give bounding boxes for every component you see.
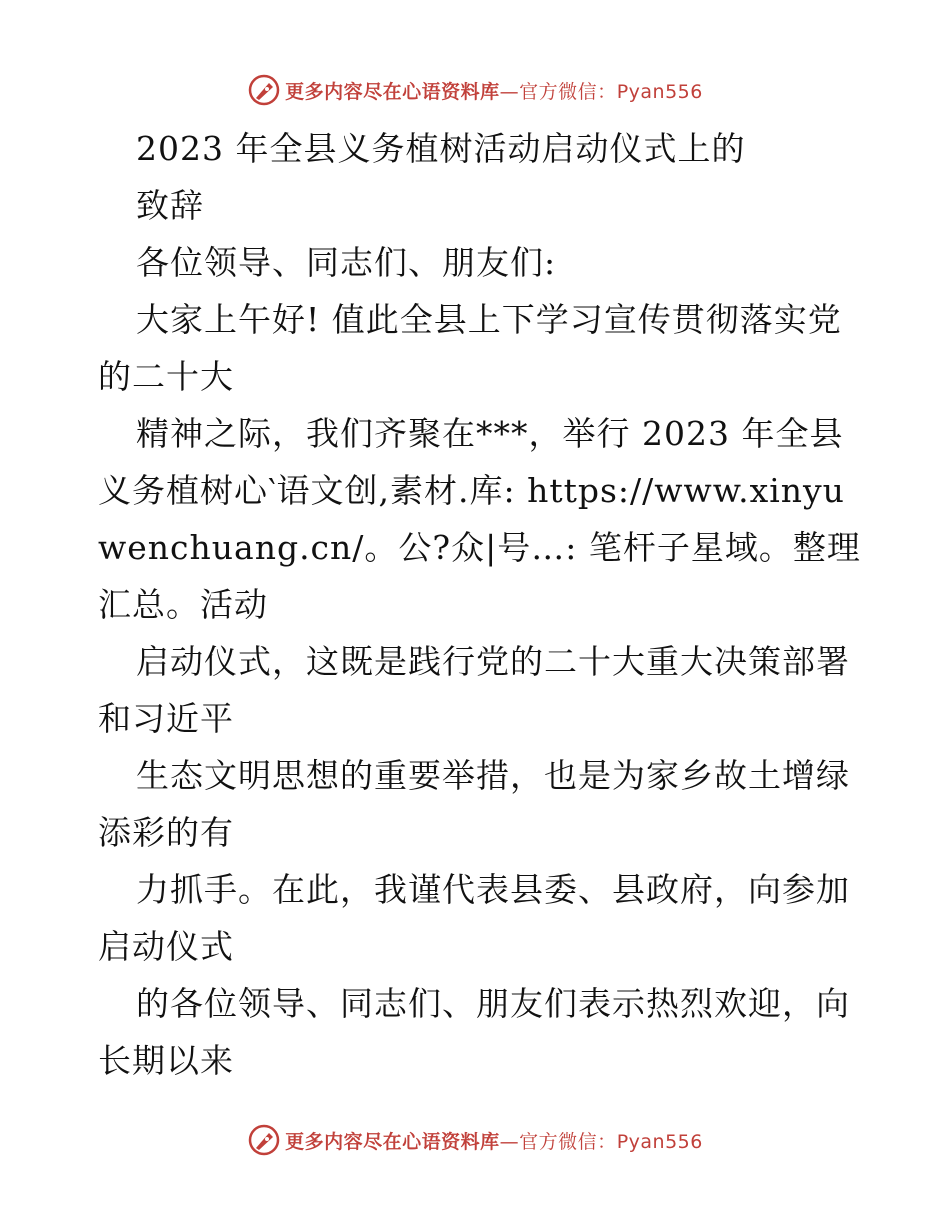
banner-wechat-label: 官方微信： <box>519 80 617 103</box>
doc-line: 的二十大 <box>98 357 234 396</box>
doc-line: 力抓手。在此，我谨代表县委、县政府，向参加 <box>136 870 850 909</box>
doc-line: 精神之际，我们齐聚在***，举行 2023 年全县 <box>136 414 844 453</box>
document-body <box>98 120 861 1089</box>
doc-line: 启动仪式 <box>98 927 234 966</box>
doc-line: wenchuang.cn/。公?众|号…: 笔杆子星域。整理 <box>98 528 861 567</box>
banner-wechat-label: 官方微信： <box>519 1130 617 1153</box>
banner-text <box>285 77 703 104</box>
pen-nib-logo-icon <box>247 1123 281 1157</box>
banner-dash: — <box>499 80 520 103</box>
header-banner <box>0 70 950 110</box>
banner-dash: — <box>499 1130 520 1153</box>
pen-nib-logo-icon <box>247 73 281 107</box>
banner-wechat-id: Pyan556 <box>616 1130 703 1153</box>
doc-salutation: 各位领导、同志们、朋友们: <box>136 243 557 282</box>
doc-line: 启动仪式，这既是践行党的二十大重大决策部署 <box>136 642 850 681</box>
banner-text <box>285 1127 703 1154</box>
doc-line: 的各位领导、同志们、朋友们表示热烈欢迎，向 <box>136 984 850 1023</box>
doc-line: 汇总。活动 <box>98 585 268 624</box>
footer-banner <box>0 1120 950 1160</box>
banner-wechat-id: Pyan556 <box>616 80 703 103</box>
doc-line: 生态文明思想的重要举措，也是为家乡故土增绿 <box>136 756 850 795</box>
doc-line: 和习近平 <box>98 699 234 738</box>
doc-title-line-1: 2023 年全县义务植树活动启动仪式上的 <box>136 129 746 168</box>
doc-line: 义务植树心‵语文创,素材.库: https://www.xinyu <box>98 471 845 510</box>
banner-main-text: 更多内容尽在心语资料库 <box>285 1130 500 1153</box>
banner-main-text: 更多内容尽在心语资料库 <box>285 80 500 103</box>
doc-line: 大家上午好! 值此全县上下学习宣传贯彻落实党 <box>136 300 842 339</box>
doc-title-line-2: 致辞 <box>136 186 204 225</box>
doc-line: 添彩的有 <box>98 813 234 852</box>
doc-line: 长期以来 <box>98 1041 234 1080</box>
